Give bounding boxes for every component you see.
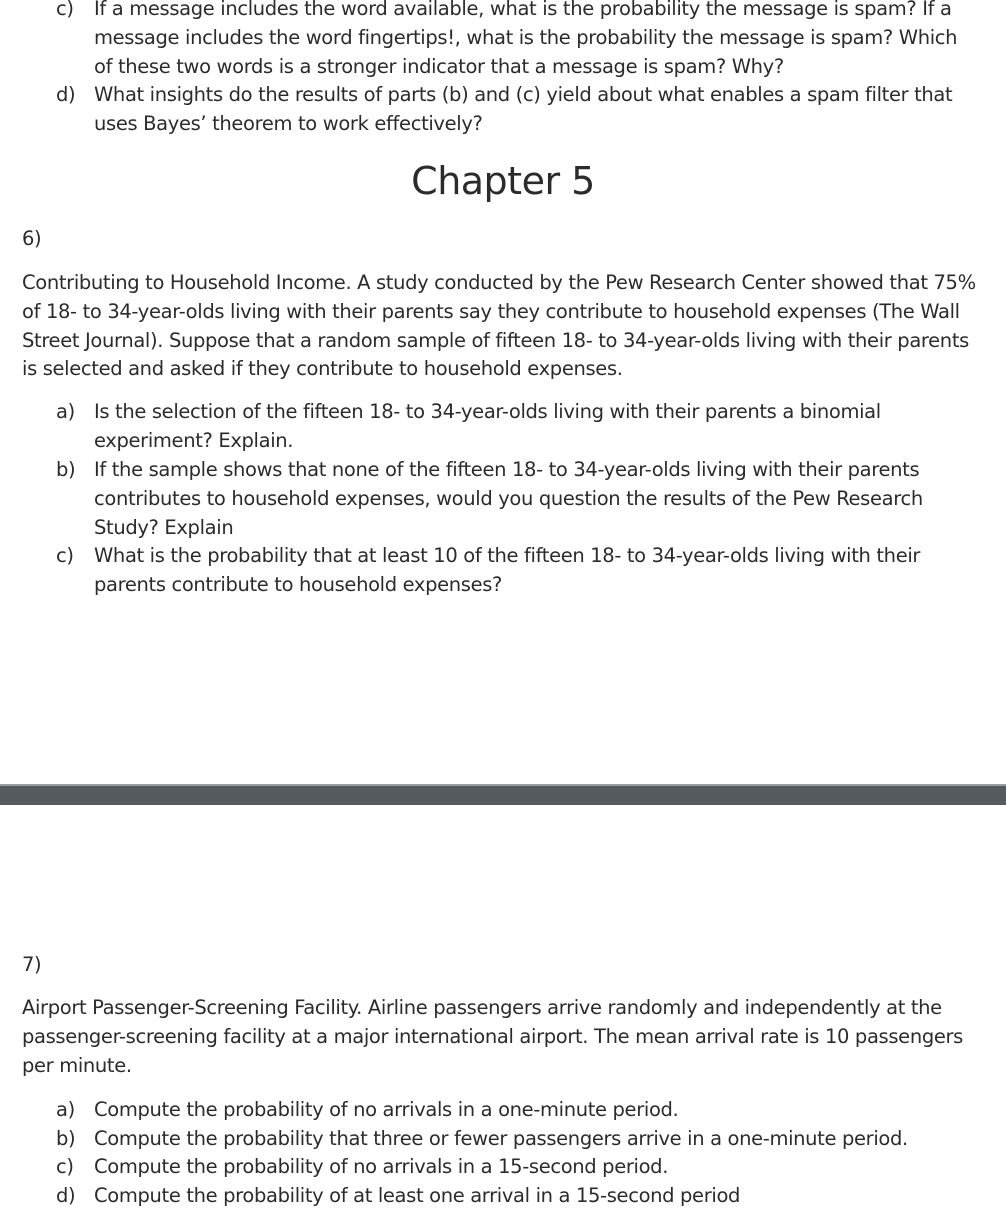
part-text: What insights do the results of parts (b) and (c) yield about what enables a spam filter that uses Bayes’ theorem to work effectively?	[94, 83, 953, 135]
part-text: Compute the probability of no arrivals in a 15-second period.	[94, 1155, 669, 1178]
part-label: d)	[56, 1184, 76, 1207]
question-6-part-b	[56, 456, 976, 542]
question-6-body: Contributing to Household Income. A study conducted by the Pew Research Center showed that 75% of 18- to 34-year-olds living with their parents say they contribute to household expenses (The Wall Street Journal). Suppose that a random sample of fifteen 18- to 34-year-olds living with their parents is selected and asked if they contribute to household expenses.	[22, 271, 976, 381]
question-7-part-d	[56, 1182, 976, 1211]
part-text: Compute the probability of at least one arrival in a 15-second period	[94, 1184, 741, 1207]
part-label: c)	[56, 1155, 74, 1178]
part-label: c)	[56, 0, 74, 20]
part-label: a)	[56, 400, 75, 423]
chapter-title: Chapter 5	[411, 159, 595, 203]
part-text: What is the probability that at least 10 of the fifteen 18- to 34-year-olds living with their parents contribute to household expenses?	[94, 544, 921, 596]
part-text: Is the selection of the fifteen 18- to 34-year-olds living with their parents a binomial experiment? Explain.	[94, 400, 881, 452]
document-page-2	[0, 805, 1006, 1228]
part-text: Compute the probability that three or fewer passengers arrive in a one-minute period.	[94, 1127, 908, 1150]
part-label: a)	[56, 1098, 75, 1121]
question-6-part-a	[56, 398, 976, 456]
question-6-number: 6)	[22, 227, 42, 250]
page-separator	[0, 784, 1006, 805]
question-6-part-c	[56, 542, 976, 600]
question-7-part-b	[56, 1125, 976, 1154]
question-7-part-a	[56, 1096, 976, 1125]
part-label: c)	[56, 544, 74, 567]
part-text: Compute the probability of no arrivals in a one-minute period.	[94, 1098, 679, 1121]
part-label: b)	[56, 1127, 76, 1150]
prev-question-part-d	[56, 81, 976, 139]
part-text: If the sample shows that none of the fifteen 18- to 34-year-olds living with their parents contributes to household expenses, would you question the results of the Pew Research Study? Explain	[94, 458, 923, 539]
question-7-body: Airport Passenger-Screening Facility. Airline passengers arrive randomly and independently at the passenger-screening facility at a major international airport. The mean arrival rate is 10 passengers per minute.	[22, 996, 963, 1077]
part-label: d)	[56, 83, 76, 106]
prev-question-part-c	[56, 0, 976, 81]
part-label: b)	[56, 458, 76, 481]
question-7-part-c	[56, 1153, 976, 1182]
question-7-number: 7)	[22, 953, 42, 976]
part-text: If a message includes the word available, what is the probability the message is spam? If a message includes the word fingertips!, what is the probability the message is spam? Which of these two words is a stronger indicator that a message is spam? Why?	[94, 0, 958, 78]
